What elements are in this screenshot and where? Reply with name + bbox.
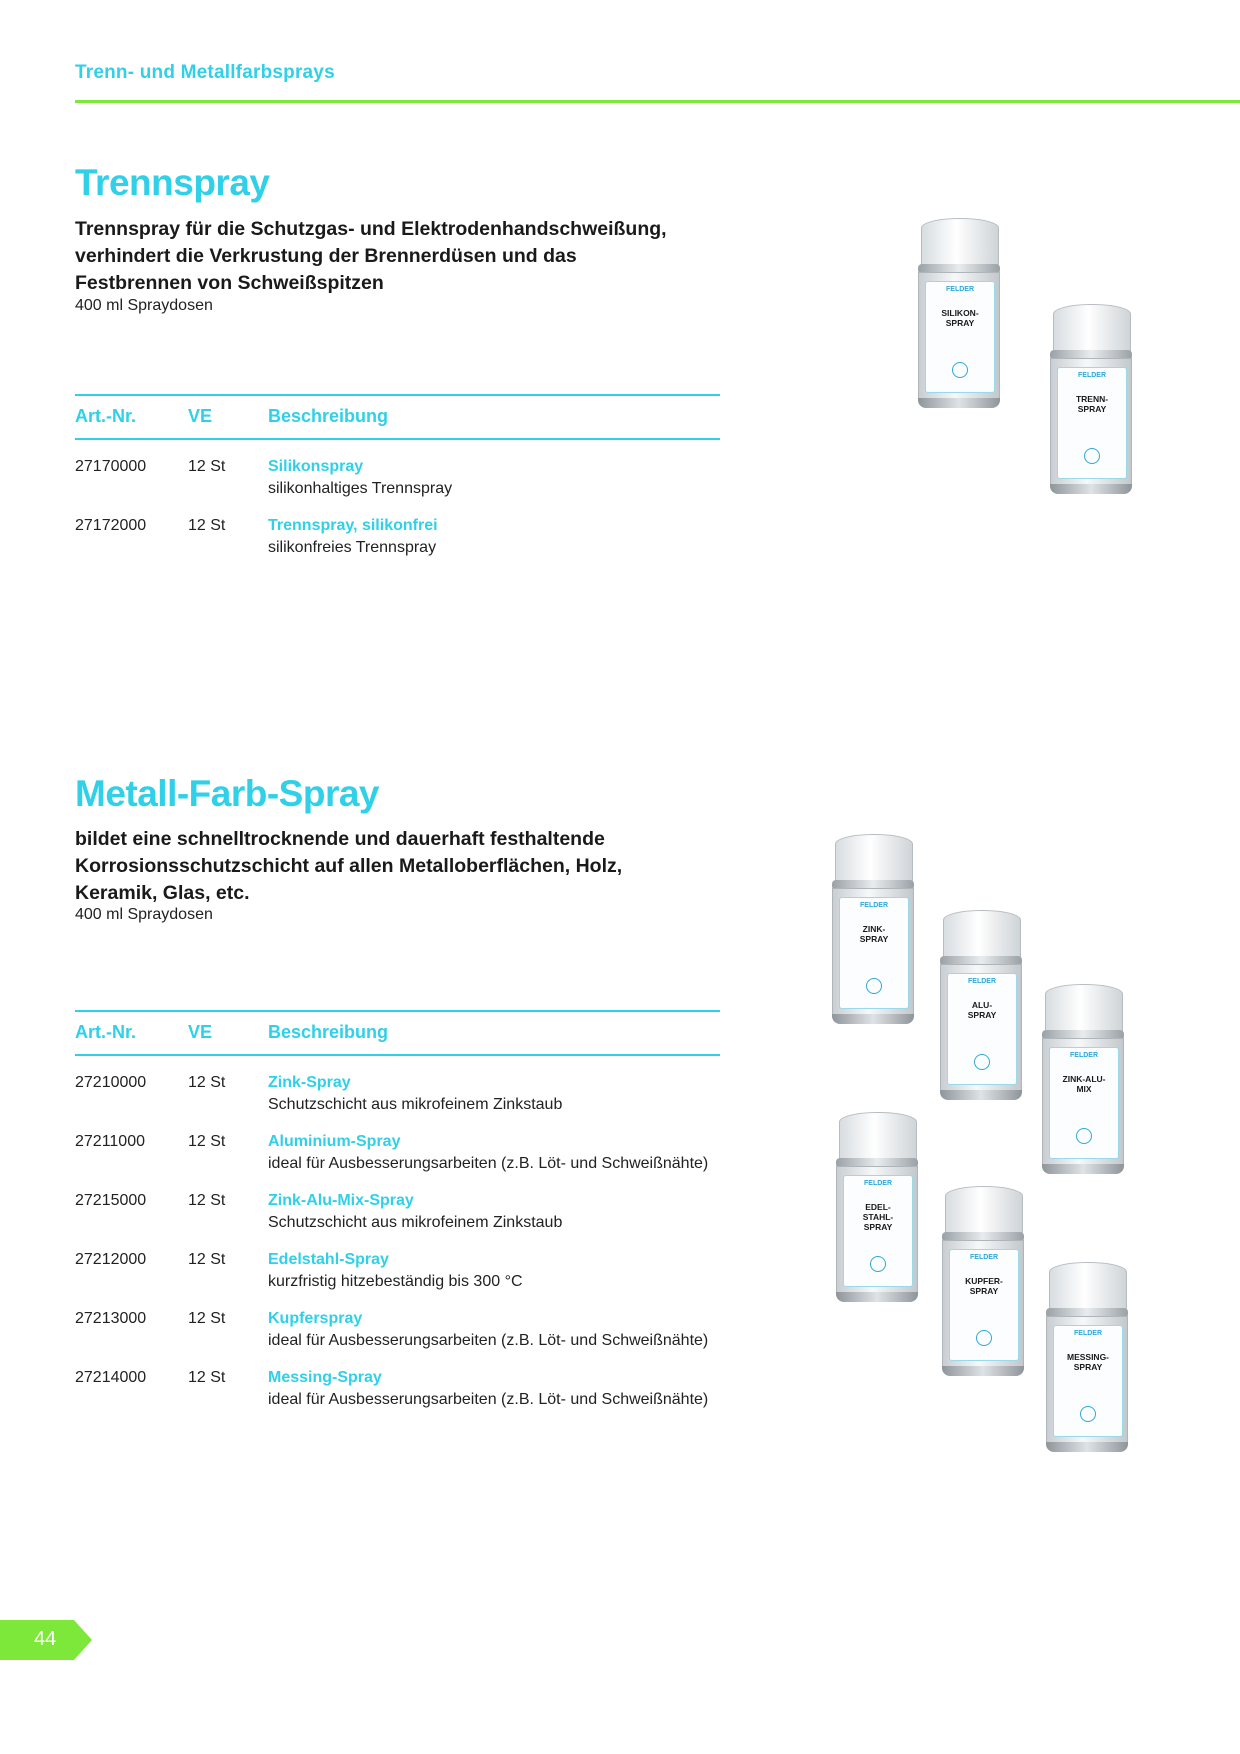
section-lead-trennspray: Trennspray für die Schutzgas- und Elektrodenhandschweißung, verhindert die Verkrustung der Brennerdüsen und das Festbrennen von Schweißspitzen [75,218,667,294]
header-rule [75,100,1240,103]
art-nr: 27211000 [75,1133,145,1150]
product-name: Edelstahl-Spray [268,1251,389,1268]
can-brand: FELDER [860,902,888,909]
col-beschreibung: Beschreibung [268,1022,389,1042]
product-name: Silikonspray [268,458,364,475]
globe-icon [952,362,968,378]
can-brand: FELDER [1070,1052,1098,1059]
spray-can-image [836,1112,918,1302]
product-desc: ideal für Ausbesserungsarbeiten (z.B. Löt- und Schweißnähte) [268,1155,709,1172]
ve: 12 St [188,1192,226,1209]
page-header-title: Trenn- und Metallfarbsprays [75,62,335,83]
can-label: KUPFER- SPRAY [965,1276,1003,1296]
col-ve: VE [188,406,213,426]
art-nr: 27215000 [75,1192,147,1209]
globe-icon [976,1330,992,1346]
art-nr: 27213000 [75,1310,147,1327]
can-brand: FELDER [864,1180,892,1187]
globe-icon [1080,1406,1096,1422]
col-art-nr: Art.-Nr. [75,1022,137,1042]
table-row [75,515,720,574]
section-title-metall-farb-spray: Metall-Farb-Spray [75,773,380,814]
art-nr: 27212000 [75,1251,147,1268]
can-label: SILIKON- SPRAY [941,308,979,328]
spray-can-image [1050,304,1132,494]
product-desc: kurzfristig hitzebeständig bis 300 °C [268,1273,523,1290]
table-row [75,1190,720,1249]
table-row [75,1367,720,1426]
can-label: MESSING- SPRAY [1066,1352,1110,1372]
table-row [75,1131,720,1190]
table-row [75,1249,720,1308]
product-table-trennspray [75,394,720,574]
spray-can-image [942,1186,1024,1376]
globe-icon [866,978,882,994]
spray-can-image [1042,984,1124,1174]
table-row [75,456,720,515]
col-ve: VE [188,1022,213,1042]
spray-can-image [918,218,1000,408]
product-desc: silikonfreies Trennspray [268,539,437,556]
can-label: ZINK-ALU- MIX [1062,1074,1106,1094]
globe-icon [1076,1128,1092,1144]
ve: 12 St [188,1369,226,1386]
col-beschreibung: Beschreibung [268,406,389,426]
product-desc: Schutzschicht aus mikrofeinem Zinkstaub [268,1214,563,1231]
product-name: Zink-Spray [268,1074,351,1091]
ve: 12 St [188,1074,226,1091]
product-name: Aluminium-Spray [268,1133,401,1150]
table-header [75,1010,720,1056]
spray-can-image [940,910,1022,1100]
product-name: Kupferspray [268,1310,363,1327]
product-desc: Schutzschicht aus mikrofeinem Zinkstaub [268,1096,563,1113]
product-name: Trennspray, silikonfrei [268,517,438,534]
spray-can-image [1046,1262,1128,1452]
ve: 12 St [188,1133,226,1150]
can-label: ALU- SPRAY [967,1000,997,1020]
section-sub-metall-farb-spray: 400 ml Spraydosen [75,906,213,923]
art-nr: 27214000 [75,1369,147,1386]
can-label: EDEL- STAHL- SPRAY [862,1202,894,1232]
section-title-trennspray: Trennspray [75,162,270,203]
ve: 12 St [188,1310,226,1327]
can-brand: FELDER [1074,1330,1102,1337]
product-name: Zink-Alu-Mix-Spray [268,1192,414,1209]
ve: 12 St [188,517,226,534]
page-number: 44 [34,1628,57,1650]
can-brand: FELDER [970,1254,998,1261]
can-label: ZINK- SPRAY [859,924,889,944]
globe-icon [870,1256,886,1272]
globe-icon [1084,448,1100,464]
can-brand: FELDER [968,978,996,985]
can-label: TRENN- SPRAY [1075,394,1109,414]
art-nr: 27210000 [75,1074,147,1091]
table-header [75,394,720,440]
section-lead-metall-farb-spray: bildet eine schnelltrocknende und dauerhaft festhaltende Korrosionsschutzschicht auf allen Metalloberflächen, Holz, Keramik, Glas, etc. [75,828,623,904]
section-sub-trennspray: 400 ml Spraydosen [75,297,213,314]
product-desc: silikonhaltiges Trennspray [268,480,453,497]
can-brand: FELDER [1078,372,1106,379]
table-row [75,1308,720,1367]
art-nr: 27170000 [75,458,147,475]
product-name: Messing-Spray [268,1369,382,1386]
ve: 12 St [188,458,226,475]
art-nr: 27172000 [75,517,147,534]
col-art-nr: Art.-Nr. [75,406,137,426]
product-desc: ideal für Ausbesserungsarbeiten (z.B. Löt- und Schweißnähte) [268,1391,709,1408]
spray-can-image [832,834,914,1024]
globe-icon [974,1054,990,1070]
ve: 12 St [188,1251,226,1268]
table-row [75,1072,720,1131]
can-brand: FELDER [946,286,974,293]
product-table-metall-farb-spray [75,1010,720,1426]
product-desc: ideal für Ausbesserungsarbeiten (z.B. Löt- und Schweißnähte) [268,1332,709,1349]
